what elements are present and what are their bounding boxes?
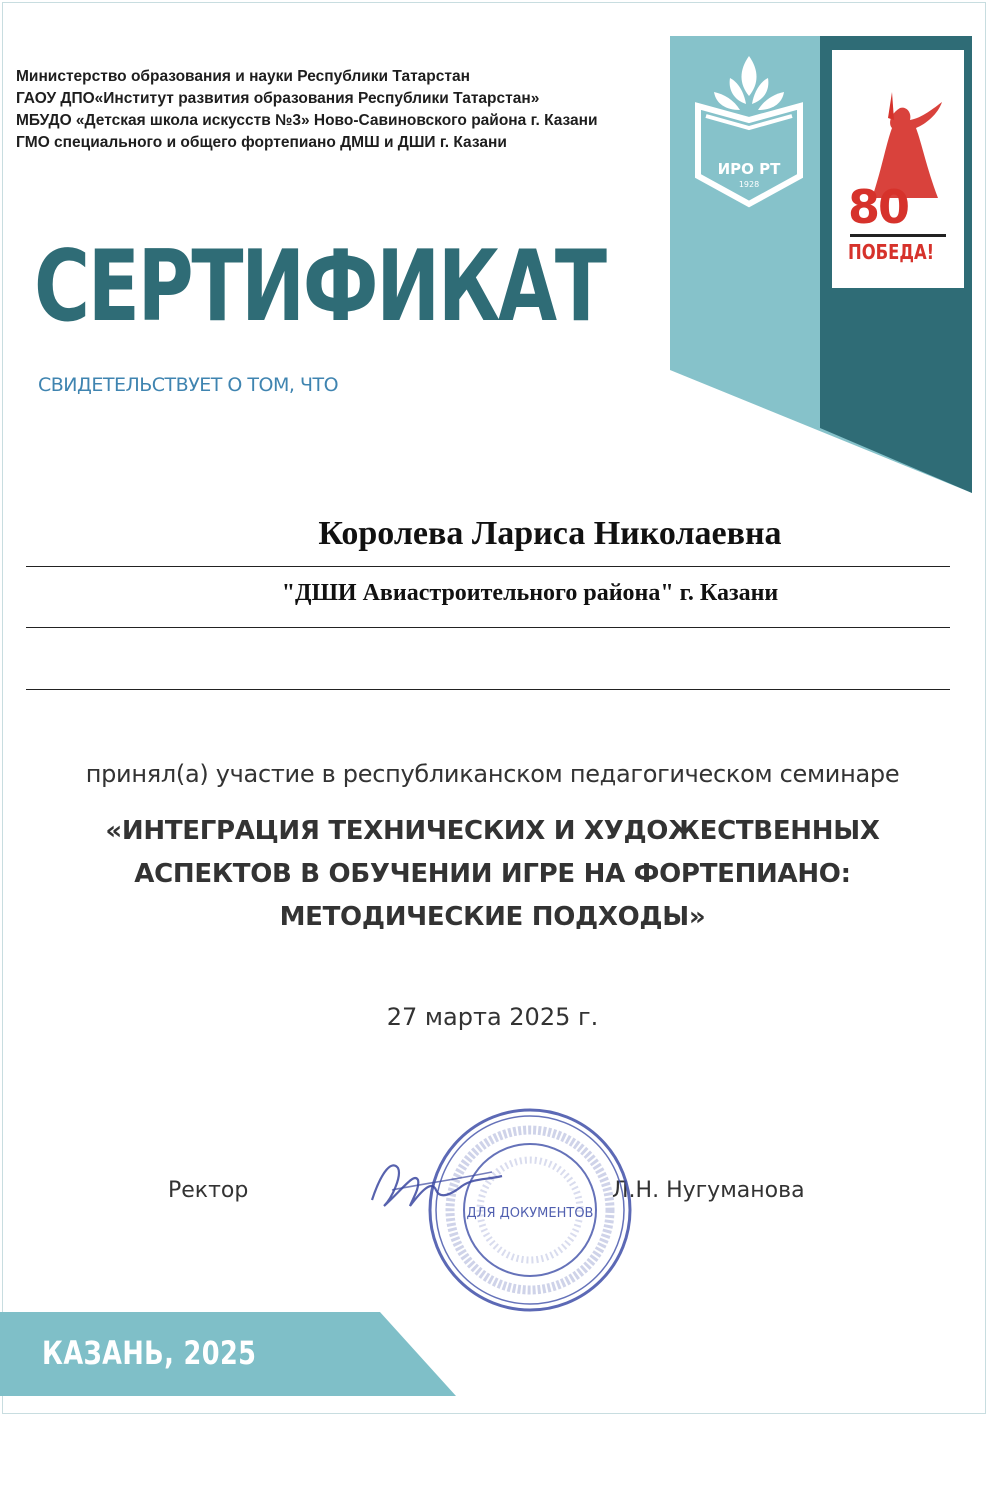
issuers-block: [16, 66, 598, 154]
organization-underline: [26, 627, 950, 628]
stamp-center-text: ДЛЯ ДОКУМЕНТОВ: [466, 1206, 594, 1221]
issuer-line: ГМО специального и общего фортепиано ДМШ и ДШИ г. Казани: [16, 134, 507, 151]
victory-number: 80: [848, 180, 909, 234]
seminar-title: [0, 810, 985, 939]
issuer-line: МБУДО «Детская школа искусств №3» Ново-Савиновского района г. Казани: [16, 112, 598, 129]
recipient-organization: "ДШИ Авиастроительного района" г. Казани: [281, 580, 779, 606]
blank-underline: [26, 689, 950, 690]
event-date: 27 марта 2025 г.: [386, 1003, 599, 1031]
logo-year: 1928: [738, 180, 760, 189]
recipient-underline: [26, 566, 950, 567]
certificate-title: СЕРТИФИКАТ: [34, 230, 605, 344]
issuer-line: Министерство образования и науки Республики Татарстан: [16, 68, 470, 85]
footer-city-year: КАЗАНЬ, 2025: [42, 1334, 257, 1372]
signer-position: Ректор: [168, 1178, 249, 1203]
signer-name: Л.Н. Нугуманова: [612, 1178, 805, 1203]
issuer-line: ГАОУ ДПО«Институт развития образования Республики Татарстан»: [16, 90, 540, 107]
participation-text: принял(а) участие в республиканском педагогическом семинаре: [85, 760, 900, 788]
certificate-subtitle: СВИДЕТЕЛЬСТВУЕТ О ТОМ, ЧТО: [38, 374, 339, 396]
logo-name: ИРО РТ: [717, 160, 781, 178]
seminar-title-line: «ИНТЕГРАЦИЯ ТЕХНИЧЕСКИХ И ХУДОЖЕСТВЕННЫХ: [105, 816, 880, 846]
victory-underline: [850, 234, 946, 237]
victory-label: ПОБЕДА!: [848, 240, 935, 264]
seminar-title-line: МЕТОДИЧЕСКИЕ ПОДХОДЫ»: [279, 902, 706, 932]
recipient-name: Королева Лариса Николаевна: [318, 515, 782, 552]
seminar-title-line: АСПЕКТОВ В ОБУЧЕНИИ ИГРЕ НА ФОРТЕПИАНО:: [134, 859, 851, 889]
handwritten-signature: [362, 1150, 512, 1220]
